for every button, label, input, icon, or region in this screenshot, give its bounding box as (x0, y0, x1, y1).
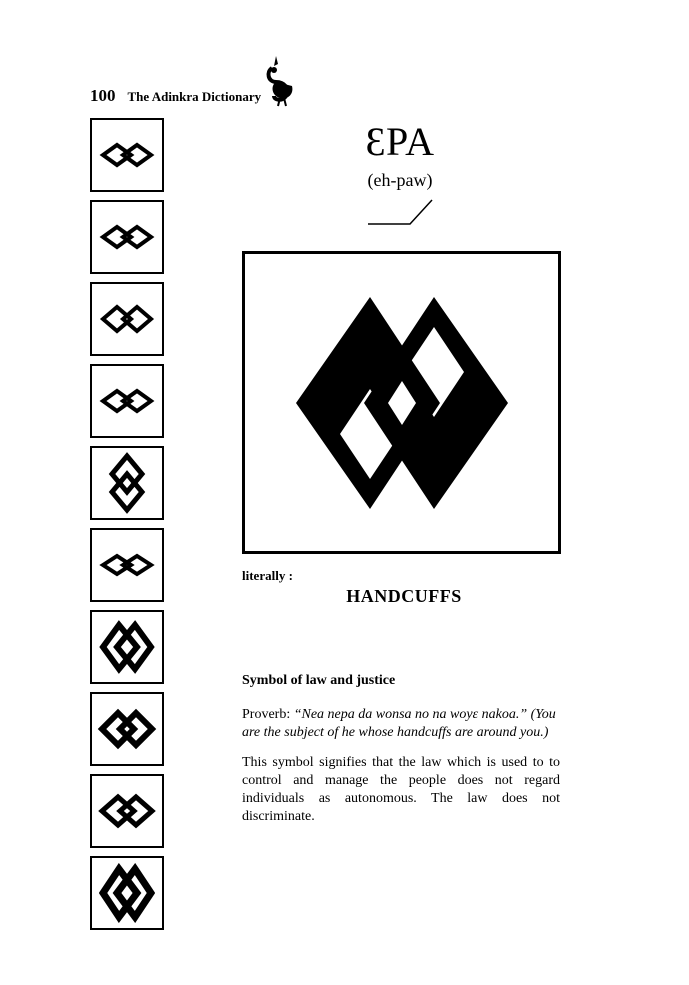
epa-horizontal-icon (96, 791, 158, 831)
epa-horizontal-icon (97, 386, 157, 416)
page-number: 100 (90, 86, 116, 105)
symbol-thumbnail (90, 610, 164, 684)
proverb-label: Proverb: (242, 707, 291, 722)
symbol-thumbnail (90, 446, 164, 520)
symbol-description: This symbol signifies that the law which is used to to control and manage the people does not regard individuals as autonomous. The law does not discriminate. (242, 755, 560, 824)
epa-vertical-icon (107, 452, 147, 514)
epa-large-icon (99, 863, 155, 923)
epa-horizontal-icon (97, 552, 157, 578)
pronunciation: (eh-paw) (367, 170, 433, 190)
symbol-thumbnail-sidebar (90, 118, 164, 938)
description-section (242, 672, 560, 826)
symbol-subtitle: Symbol of law and justice (242, 673, 396, 688)
symbol-thumbnail (90, 282, 164, 356)
symbol-thumbnail (90, 856, 164, 930)
symbol-name: ƐPA (365, 119, 435, 164)
symbol-thumbnail (90, 364, 164, 438)
epa-large-icon (99, 619, 155, 675)
page-header (90, 86, 261, 106)
symbol-thumbnail (90, 774, 164, 848)
symbol-thumbnail (90, 200, 164, 274)
sankofa-bird-icon (262, 52, 304, 108)
symbol-thumbnail (90, 118, 164, 192)
symbol-title-block (330, 118, 470, 191)
epa-horizontal-icon (96, 707, 158, 751)
epa-symbol-icon (292, 293, 512, 513)
epa-horizontal-icon (97, 140, 157, 170)
symbol-thumbnail (90, 692, 164, 766)
literal-meaning: HANDCUFFS (346, 586, 462, 606)
book-title: The Adinkra Dictionary (127, 89, 262, 104)
tone-mark (366, 196, 436, 228)
symbol-thumbnail (90, 528, 164, 602)
proverb-twi: “Nea nepa da wonsa no na woyɛ nakoa.” (293, 707, 528, 722)
literally-label: literally : (242, 568, 293, 583)
proverb (242, 706, 560, 742)
symbol-illustration-frame (242, 251, 561, 554)
epa-horizontal-icon (97, 222, 157, 252)
epa-horizontal-icon (97, 302, 157, 336)
proverb-translation: (You are the subject of he whose handcuffs are around you.) (242, 707, 556, 740)
